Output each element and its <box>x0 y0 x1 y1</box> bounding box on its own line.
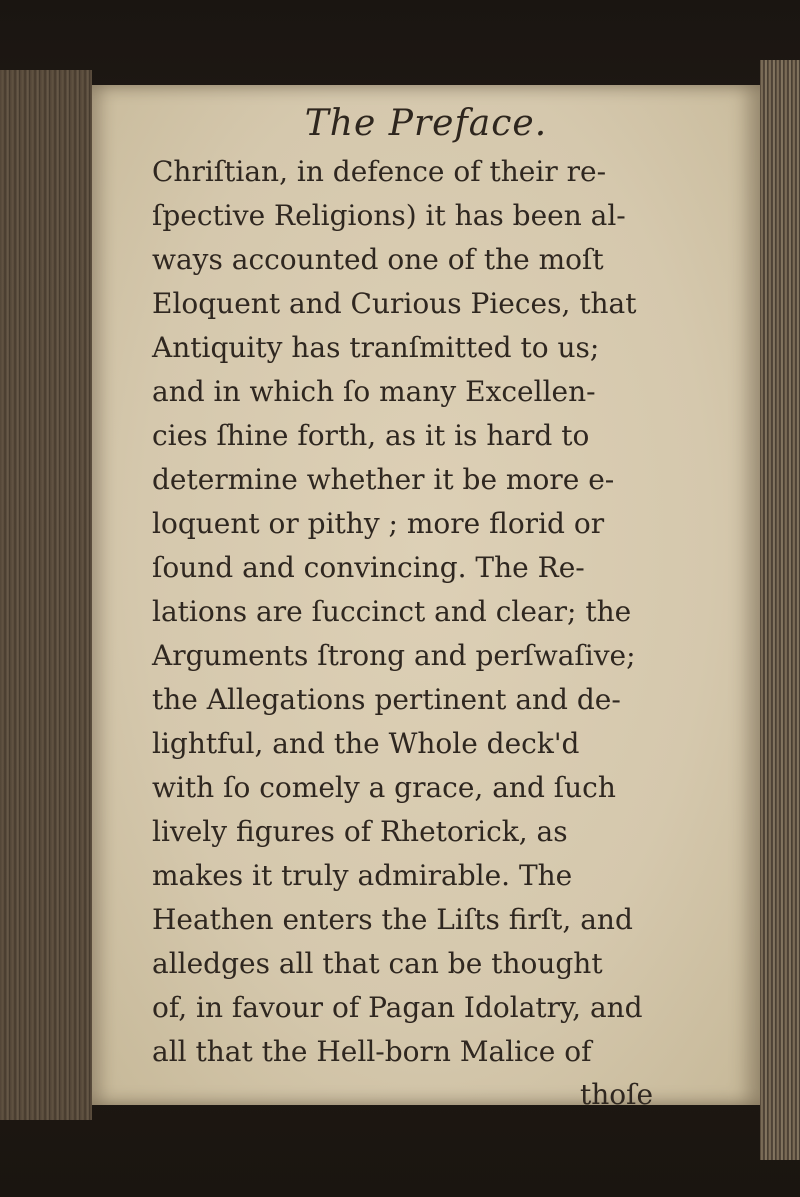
catchword: thoſe <box>580 1078 654 1111</box>
text-line: loquent or pithy ; more florid or <box>152 507 605 540</box>
text-line: Chriſtian, in defence of their re- <box>152 155 607 188</box>
page-header: The Preface. <box>304 103 548 144</box>
text-line: determine whether it be more e- <box>152 463 615 496</box>
left-page-edges <box>0 70 92 1120</box>
text-line: ſpective Religions) it has been al- <box>152 199 626 232</box>
right-page-edges <box>760 60 800 1160</box>
text-line: Eloquent and Curious Pieces, that <box>152 287 637 320</box>
text-line: and in which ſo many Excellen- <box>152 375 596 408</box>
text-line: the Allegations pertinent and de- <box>152 683 621 716</box>
text-line: of, in favour of Pagan Idolatry, and <box>152 991 643 1024</box>
text-line: Arguments ſtrong and perſwaſive; <box>152 639 636 672</box>
text-line: lations are ſuccinct and clear; the <box>152 595 632 628</box>
text-line: ways accounted one of the moſt <box>152 243 604 276</box>
text-line: lightful, and the Whole deck'd <box>152 727 580 760</box>
text-line: all that the Hell-born Malice of <box>152 1035 592 1068</box>
text-line: cies ſhine forth, as it is hard to <box>152 419 590 452</box>
text-line: Antiquity has tranſmitted to us; <box>152 331 600 364</box>
text-line: Heathen enters the Liſts firſt, and <box>152 903 633 936</box>
text-line: with ſo comely a grace, and ſuch <box>152 771 616 804</box>
text-line: makes it truly admirable. The <box>152 859 573 892</box>
text-line: ſound and convincing. The Re- <box>152 551 585 584</box>
text-line: lively figures of Rhetorick, as <box>152 815 568 848</box>
text-line: alledges all that can be thought <box>152 947 603 980</box>
